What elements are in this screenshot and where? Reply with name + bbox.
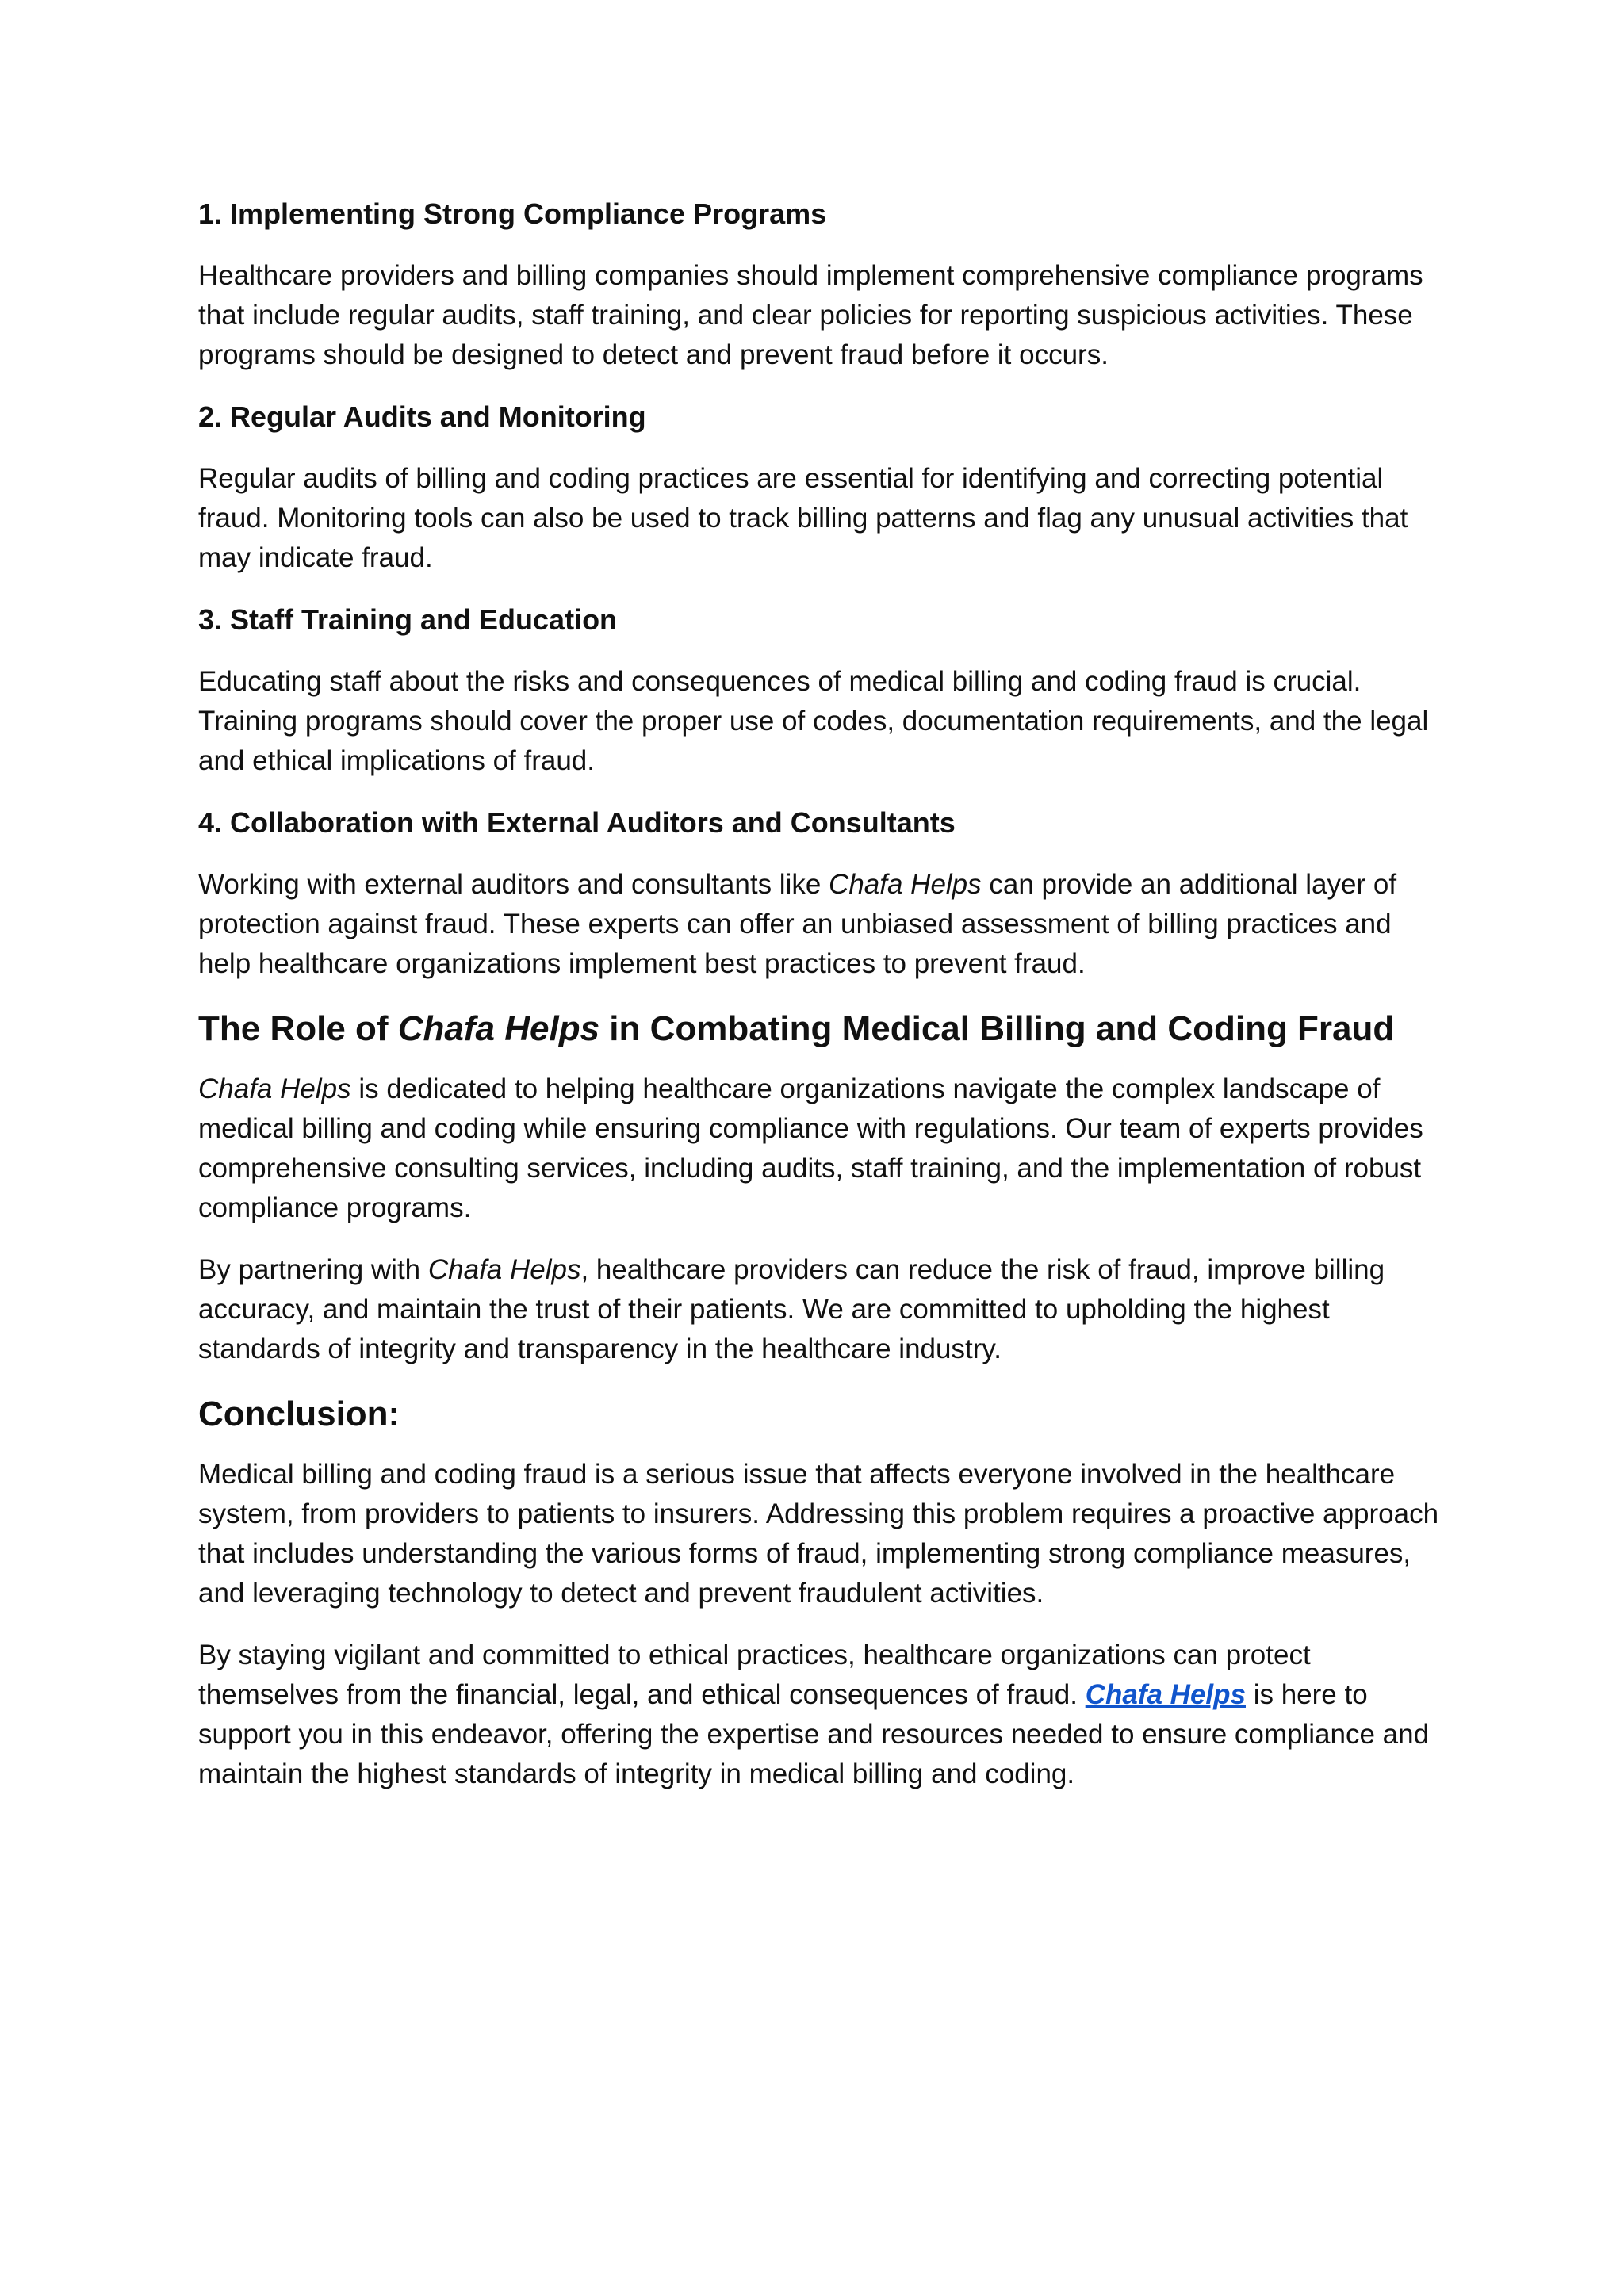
section-paragraph-1: Healthcare providers and billing companies should implement comprehensive compliance programs that include regular audits, staff training, and clear policies for reporting suspicious activities. These programs should be designed to detect and prevent fraud before it occurs. (198, 260, 1423, 370)
heading-text: The Role of (198, 1009, 398, 1048)
paragraph-text: can provide an additional layer of protection against fraud. These experts can offer an unbiased assessment of billing practices and help healthcare organizations implement best practices to prevent fraud. (198, 869, 1397, 979)
conclusion-heading: Conclusion: (198, 1395, 400, 1433)
section-heading-3: 3. Staff Training and Education (198, 603, 618, 636)
brand-name: Chafa Helps (427, 1254, 581, 1285)
role-paragraph-2 (198, 1250, 1443, 1369)
paragraph-text: By partnering with (198, 1254, 428, 1285)
brand-name: Chafa Helps (829, 869, 982, 900)
section-paragraph-2: Regular audits of billing and coding practices are essential for identifying and correcting potential fraud. Monitoring tools can also be used to track billing patterns and flag any unusual activities that may indicate fraud. (198, 463, 1408, 573)
brand-name: Chafa Helps (198, 1073, 351, 1104)
role-heading (198, 1006, 1443, 1052)
section-heading-4: 4. Collaboration with External Auditors and Consultants (198, 806, 956, 839)
section-paragraph-4 (198, 865, 1443, 984)
chafa-helps-link[interactable]: Chafa Helps (1085, 1679, 1246, 1710)
paragraph-text: By staying vigilant and committed to ethical practices, healthcare organizations can protect themselves from the financial, legal, and ethical consequences of fraud. (198, 1640, 1311, 1710)
document-page (198, 194, 1443, 1816)
paragraph-text: is dedicated to helping healthcare organizations navigate the complex landscape of medical billing and coding while ensuring compliance with regulations. Our team of experts provides comprehensive consulting services, including audits, staff training, and the implementation of robust compliance programs. (198, 1073, 1423, 1223)
paragraph-text: is here to support you in this endeavor, offering the expertise and resources needed to ensure compliance and maintain the highest standards of integrity in medical billing and coding. (198, 1679, 1430, 1789)
section-heading-1: 1. Implementing Strong Compliance Programs (198, 197, 827, 230)
section-heading-2: 2. Regular Audits and Monitoring (198, 400, 646, 433)
heading-text: in Combating Medical Billing and Coding Fraud (599, 1009, 1395, 1048)
conclusion-paragraph-1: Medical billing and coding fraud is a serious issue that affects everyone involved in the healthcare system, from providers to patients to insurers. Addressing this problem requires a proactive approach that includes understanding the various forms of fraud, implementing strong compliance measures, and leveraging technology to detect and prevent fraudulent activities. (198, 1459, 1439, 1609)
brand-name: Chafa Helps (397, 1009, 600, 1048)
section-paragraph-3: Educating staff about the risks and consequences of medical billing and coding fraud is crucial. Training programs should cover the proper use of codes, documentation requirements, and the legal and ethical implications of fraud. (198, 666, 1429, 776)
conclusion-paragraph-2 (198, 1636, 1443, 1794)
role-paragraph-1 (198, 1070, 1443, 1228)
paragraph-text: Working with external auditors and consultants like (198, 869, 829, 900)
paragraph-text: , healthcare providers can reduce the risk of fraud, improve billing accuracy, and maintain the trust of their patients. We are committed to upholding the highest standards of integrity and transparency in the healthcare industry. (198, 1254, 1385, 1364)
